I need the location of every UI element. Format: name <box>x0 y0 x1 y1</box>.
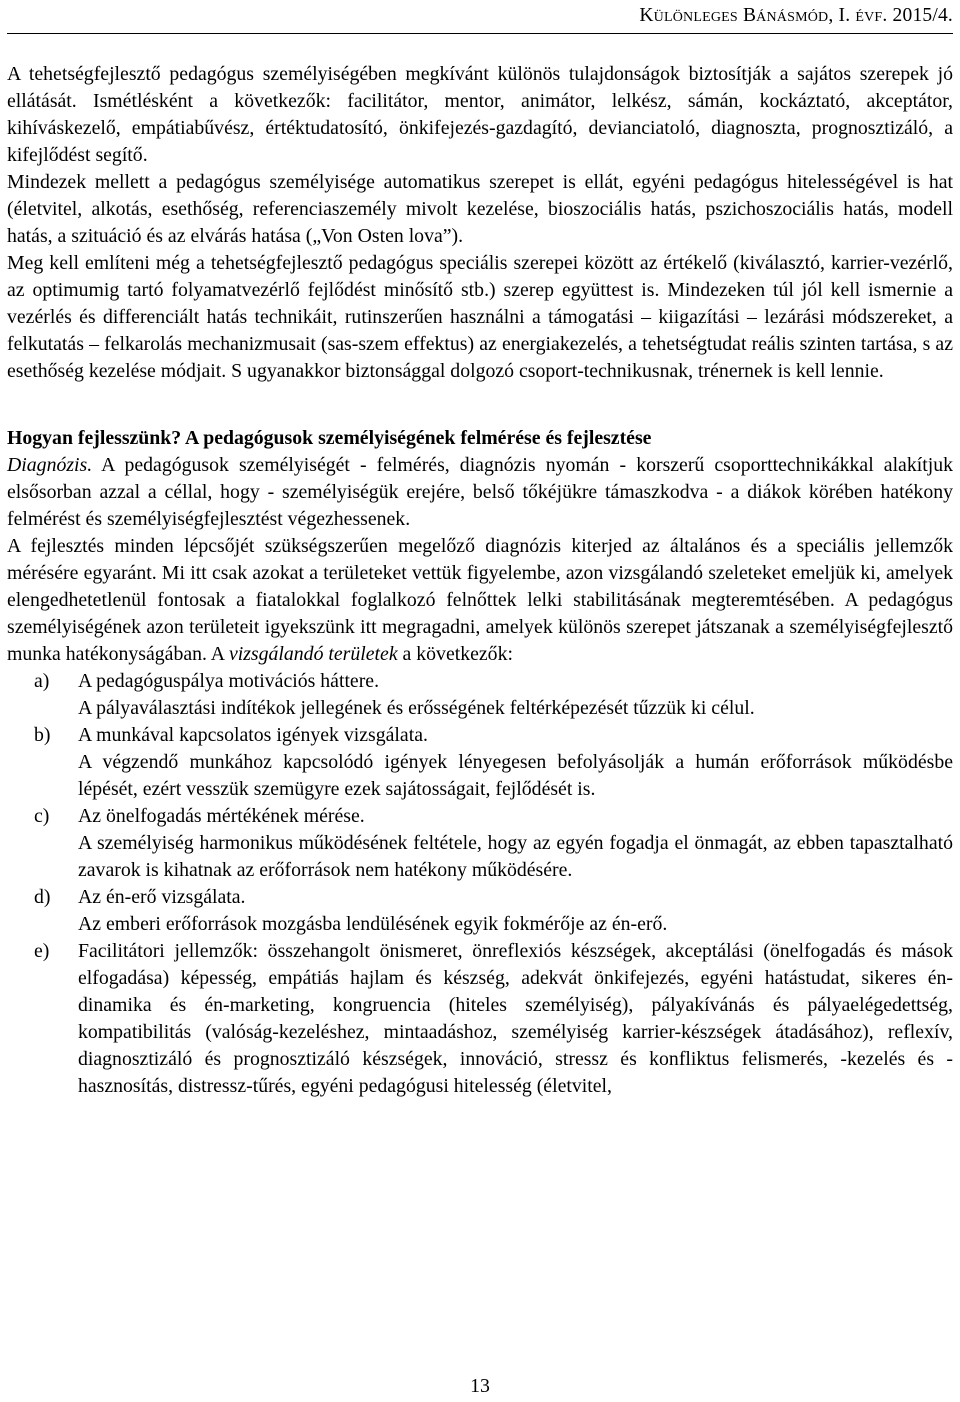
diagnosis-label: Diagnózis. <box>7 454 93 476</box>
list-item-d <box>7 884 953 911</box>
diagnosis-text: A pedagógusok személyiségét - felmérés, diagnózis nyomán - korszerű csoporttechnikákkal alakítjuk elsősorban azzal a céllal, hogy - személyiségük erejére, belső tőkéjükre támaszkodva - a diákok körében hatékony felmérést és személyiségfejlesztést végezhessenek. <box>7 454 953 530</box>
paragraph-special-roles: Meg kell említeni még a tehetségfejlesztő pedagógus speciális szerepei között az értékelő (kiválasztó, karrier-vezérlő, az optimumig tartó folyamatvezérlő fejlődést minősítő stb.) szerep együttest is. Mindezeken túl jól kell ismernie a vezérlés és differenciált hatás technikáit, rutinszerűen használni a támogatási – kiigazítási – lezárási módszereket, a felkutatás – felkarolás mechanizmusait (sas-szem effektus) az energiakezelés, a tehetségtudat reális szinten tartása, s az esethőség kezelése módjait. S ugyanakkor biztonsággal dolgozó csoport-technikusnak, trénernek is kell lennie. <box>7 252 953 382</box>
section-heading: Hogyan fejlesszünk? A pedagógusok személyiségének felmérése és fejlesztése <box>7 427 652 449</box>
areas-end: a következők: <box>397 643 513 665</box>
areas-text: A fejlesztés minden lépcsőjét szükségszerűen megelőző diagnózis kiterjed az általános és a speciális jellemzők mérésére egyaránt. Mi itt csak azokat a területeket vettük figyelembe, azon vizsgálandó szeleteket emeljük ki, amelyek elengedhetetlenül fontosak a fiatalokkal foglalkozó felnőttek lelki stabilitásának megteremtésében. A pedagógus személyiségének azon területeit igyekszünk itt megragadni, amelyek különös szerepet játszanak a személyiségfejlesztő munka hatékonyságában. A <box>7 535 953 665</box>
journal-title: Különleges Bánásmód, I. évf. 2015/4. <box>639 5 953 26</box>
list-title: A pedagóguspálya motivációs háttere. <box>78 670 380 692</box>
areas-italic: vizsgálandó területek <box>228 643 398 665</box>
list-item-e <box>7 938 953 1100</box>
list-title: Az önelfogadás mértékének mérése. <box>78 805 365 827</box>
list-title: A munkával kapcsolatos igények vizsgálata. <box>78 724 428 746</box>
body-text <box>7 61 953 1100</box>
spacer <box>7 385 953 425</box>
list-item-a <box>7 668 953 695</box>
paragraph-roles: A tehetségfejlesztő pedagógus személyiségében megkívánt különös tulajdonságok biztosítják a sajátos szerepek jó ellátását. Ismétlésként a következők: facilitátor, mentor, animátor, lelkész, sámán, kockáztató, akceptátor, kihíváskezelő, empátiabűvész, értéktudatosító, önkifejezés-gazdagító, devianciatoló, diagnoszta, prognosztizáló, a kifejlődést segítő. <box>7 63 953 166</box>
list-title: Az én-erő vizsgálata. <box>78 886 246 908</box>
page-number: 13 <box>470 1375 490 1397</box>
running-header <box>639 4 953 28</box>
list-item-b <box>7 722 953 749</box>
paragraph-diagnosis <box>7 452 953 533</box>
list-label: e) <box>34 940 50 962</box>
paragraph-automatic-role: Mindezek mellett a pedagógus személyisége automatikus szerepet is ellát, egyéni pedagógus hitelességével is hat (életvitel, alkotás, esethőség, referenciaszemély mivolt kezelése, bioszociális hatás, pszichoszociális hatás, modell hatás, a szituáció és az elvárás hatása („Von Osten lova”). <box>7 171 953 247</box>
list-text: A végzendő munkához kapcsolódó igények lényegesen befolyásolják a humán erőforrások működésbe lépését, ezért vesszük szemügyre ezek sajátosságait, fejlődését is. <box>78 751 953 800</box>
paragraph-areas <box>7 533 953 668</box>
list-text: A pályaválasztási indítékok jellegének és erősségének feltérképezését tűzzük ki célul. <box>78 697 755 719</box>
document-page <box>7 0 953 1402</box>
list-label: a) <box>34 670 50 692</box>
list-label: c) <box>34 805 50 827</box>
list-label: b) <box>34 724 51 746</box>
list-label: d) <box>34 886 51 908</box>
header-rule <box>7 33 953 34</box>
list-text: Az emberi erőforrások mozgásba lendülésének egyik fokmérője az én-erő. <box>78 913 668 935</box>
list-item-c <box>7 803 953 830</box>
list-text: A személyiség harmonikus működésének feltétele, hogy az egyén fogadja el önmagát, az ebben tapasztalható zavarok is kihatnak az erőforrások nem hatékony működésére. <box>78 832 953 881</box>
list-title: Facilitátori jellemzők: összehangolt önismeret, önreflexiós készségek, akceptálási (önelfogadás és mások elfogadása) képesség, empátiás hajlam és készség, adekvát önkifejezés, egyéni hatástudat, sikeres én-dinamika és én-marketing, kongruencia (hiteles személyiség), pályakívánás és pályaelégedettség, kompatibilitás (valóság-kezeléshez, mintaadáshoz, személyiség karrier-készségek átadásához), reflexív, diagnosztizáló és prognosztizáló készségek, innováció, stressz és konfliktus felismerés, -kezelés és -hasznosítás, distressz-tűrés, egyéni pedagógusi hitelesség (életvitel, <box>78 940 953 1097</box>
